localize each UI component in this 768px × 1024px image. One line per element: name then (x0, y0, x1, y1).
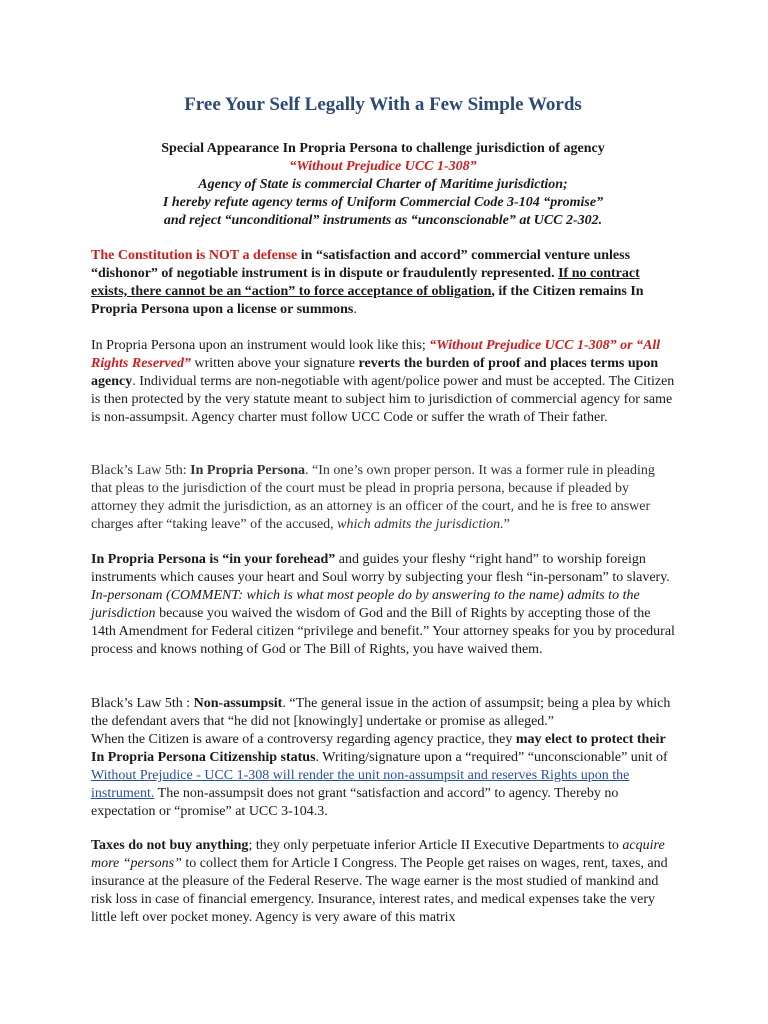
constitution-text-3: . (353, 302, 357, 317)
assumpsit-bold-text: Non-assumpsit (193, 696, 283, 711)
assumpsit-text-5: The non-assumpsit does not grant “satisfaction and accord” to agency. Thereby no expectation or “promise” at UCC 3-104.3. (91, 786, 619, 819)
forehead-text-2: because you waived the wisdom of God and the Bill of Rights by accepting those of the 14th Amendment for Federal citizen “privilege and benefit.” Your attorney speaks for you by procedural process and knows nothing of God or The Bill of Rights, you have waived them. (91, 606, 675, 657)
paragraph-blacks-law-propria (91, 462, 675, 534)
paragraph-forehead (91, 551, 675, 659)
instrument-bold-text: reverts the burden of proof and places terms upon agency (91, 356, 659, 389)
taxes-bold-text: Taxes do not buy anything (91, 838, 249, 853)
constitution-text-1: in “satisfaction and accord” commercial venture unless “dishonor” of negotiable instrument is in dispute or fraudulently represented. (91, 248, 631, 281)
assumpsit-bold-text-2: may elect to protect their In Propria Persona Citizenship status (91, 732, 666, 765)
intro-line-5: and reject “unconditional” instruments as “unconscionable” at UCC 2-302. (163, 213, 603, 228)
paragraph-instrument (91, 337, 675, 427)
propria-text-3: ” (503, 517, 510, 532)
intro-line-3: Agency of State is commercial Charter of Maritime jurisdiction; (198, 177, 568, 192)
propria-italic-text: which admits the jurisdiction. (337, 517, 504, 532)
forehead-text-1: and guides your fleshy “right hand” to worship foreign instruments which causes your heart and Soul worry by subjecting your flesh “in-personam” to slavery. (91, 552, 670, 585)
instrument-text-1: In Propria Persona upon an instrument would look like this; (91, 338, 430, 353)
taxes-text-2: to collect them for Article I Congress. The People get raises on wages, rent, taxes, and insurance at the pleasure of the Federal Reserve. The wage earner is the most studied of mankind and risk loss in case of financial emergency. Insurance, interest rates, and medical expenses take the very little left over pocket money. Agency is very aware of this matrix (91, 856, 668, 925)
page-title: Free Your Self Legally With a Few Simple Words (184, 94, 582, 115)
constitution-text-2: , if the Citizen remains In Propria Persona upon a license or summons (91, 284, 644, 317)
forehead-italic-text: In-personam (COMMENT: which is what most people do by answering to the name) admits to the jurisdiction (91, 588, 640, 621)
without-prejudice-link[interactable]: Without Prejudice - UCC 1-308 will render the unit non-assumpsit and reserves Rights upon the instrument. (91, 768, 630, 801)
propria-bold-text: In Propria Persona (190, 463, 306, 478)
paragraph-taxes (91, 837, 675, 927)
instrument-text-2: written above your signature (190, 356, 359, 371)
paragraph-constitution (91, 247, 675, 319)
constitution-red-text: The Constitution is NOT a defense (91, 248, 298, 263)
assumpsit-text-1: Black’s Law 5th : (91, 696, 194, 711)
propria-text-2: . “In one’s own proper person. It was a former rule in pleading that pleas to the jurisdiction of the court must be plead in propria persona, because if pleaded by attorney they admit the jurisdiction, as an attorney is an officer of the court, and he is free to answer charges after “taking leave” of the accused, (91, 463, 655, 532)
propria-text-1: Black’s Law 5th: (91, 463, 191, 478)
intro-line-1: Special Appearance In Propria Persona to challenge jurisdiction of agency (161, 141, 605, 156)
taxes-italic-text: acquire more “persons” (91, 838, 665, 871)
intro-line-2: “Without Prejudice UCC 1-308” (289, 159, 477, 174)
intro-line-4: I hereby refute agency terms of Uniform Commercial Code 3-104 “promise” (162, 195, 604, 210)
intro-block (85, 140, 681, 230)
instrument-text-3: . Individual terms are non-negotiable with agent/police power and must be accepted. The Citizen is then protected by the very statute meant to subject him to jurisdiction of commercial agency for same is non-assumpsit. Agency charter must follow UCC Code or suffer the wrath of Their father. (91, 374, 675, 425)
taxes-text-1: ; they only perpetuate inferior Article II Executive Departments to (248, 838, 623, 853)
instrument-red-text: “Without Prejudice UCC 1-308” or “All Rights Reserved” (91, 338, 661, 371)
paragraph-non-assumpsit (91, 695, 675, 821)
assumpsit-text-2: . “The general issue in the action of assumpsit; being a plea by which the defendant avers that “he did not [knowingly] undertake or promise as alleged.” (91, 696, 671, 729)
forehead-bold-text: In Propria Persona is “in your forehead” (91, 552, 336, 567)
assumpsit-text-3: When the Citizen is aware of a controversy regarding agency practice, they (91, 732, 516, 747)
constitution-underlined-text: If no contract exists, there cannot be an “action” to force acceptance of obligation (91, 266, 640, 299)
assumpsit-text-4: . Writing/signature upon a “required” “unconscionable” unit of (315, 750, 668, 765)
